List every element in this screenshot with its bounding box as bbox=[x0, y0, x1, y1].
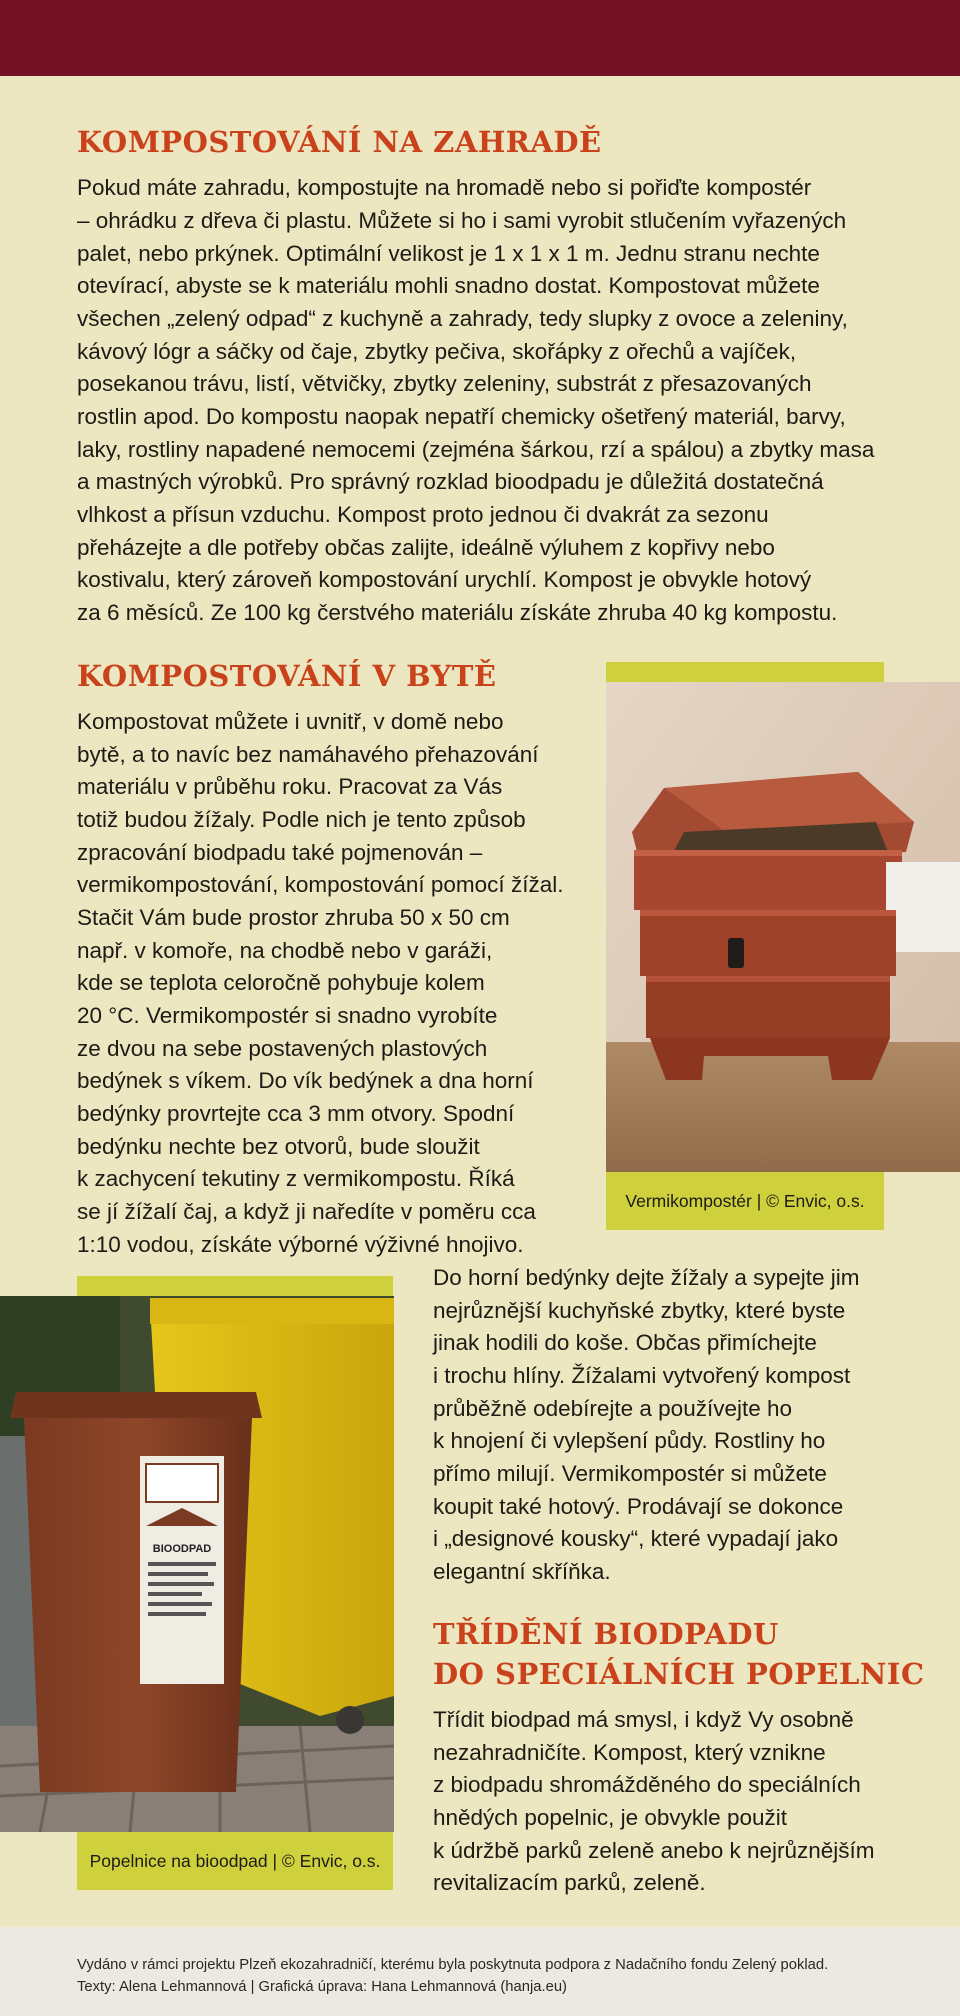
text-line: kostivalu, který zároveň kompostování urychlí. Kompost je obvykle hotový bbox=[77, 567, 812, 592]
text-line: např. v komoře, na chodbě nebo v garáži, bbox=[77, 938, 493, 963]
text-line: přímo milují. Vermikompostér si můžete bbox=[433, 1461, 827, 1486]
bin-label-text: BIOODPAD bbox=[152, 1543, 212, 1555]
vermicomposter-image bbox=[606, 682, 960, 1172]
text-line: zpracování biodpadu také pojmenován – bbox=[77, 840, 483, 865]
text-line: i trochu hlíny. Žížalami vytvořený kompost bbox=[433, 1363, 851, 1388]
text-line: materiálu v průběhu roku. Pracovat za Vás bbox=[77, 774, 503, 799]
heading-sorting-line1: TŘÍDĚNÍ BIODPADU bbox=[433, 1617, 779, 1651]
photo-accent-bar bbox=[77, 1276, 393, 1296]
text-line: nejrůznější kuchyňské zbytky, které byste bbox=[433, 1298, 846, 1323]
vermicomposter-photo bbox=[606, 682, 960, 1172]
text-line: posekanou trávu, listí, větvičky, zbytky zeleniny, substrát z přesazovaných bbox=[77, 371, 812, 396]
text-line: bedýnek s víkem. Do vík bedýnek a dna horní bbox=[77, 1068, 534, 1093]
text-line: k hnojení či vylepšení půdy. Rostliny ho bbox=[433, 1428, 826, 1453]
photo-accent-bar bbox=[606, 662, 884, 684]
top-banner bbox=[0, 0, 960, 76]
text-line: palet, nebo prkýnek. Optimální velikost je 1 x 1 x 1 m. Jednu stranu nechte bbox=[77, 241, 820, 266]
footer bbox=[0, 1927, 960, 2016]
text-line: přeházejte a dle potřeby občas zalijte, ideálně výluhem z kopřivy nebo bbox=[77, 535, 775, 560]
text-line: elegantní skříňka. bbox=[433, 1559, 611, 1584]
text-line: bedýnku nechte bez otvorů, bude sloužit bbox=[77, 1134, 480, 1159]
text-line: bytě, a to navíc bez namáhavého přehazování bbox=[77, 742, 539, 767]
text-line: Třídit biodpad má smysl, i když Vy osobně bbox=[433, 1707, 854, 1732]
text-line: 20 °C. Vermikompostér si snadno vyrobíte bbox=[77, 1003, 498, 1028]
text-line: Stačit Vám bude prostor zhruba 50 x 50 cm bbox=[77, 905, 510, 930]
text-line: hnědých popelnic, je obvykle použit bbox=[433, 1805, 787, 1830]
text-line: všechen „zelený odpad“ z kuchyně a zahrady, tedy slupky z ovoce a zeleniny, bbox=[77, 306, 848, 331]
text-line: i „designové kousky“, které vypadají jako bbox=[433, 1526, 839, 1551]
text-line: jinak hodili do koše. Občas přimíchejte bbox=[433, 1330, 817, 1355]
text-line: kde se teplota celoročně pohybuje kolem bbox=[77, 970, 485, 995]
text-line: otevírací, abyste se k materiálu mohli snadno dostat. Kompostovat můžete bbox=[77, 273, 820, 298]
text-line: laky, rostliny napadené nemocemi (zejména šárkou, rzí a spálou) a zbytky masa bbox=[77, 437, 875, 462]
text-line: – ohrádku z dřeva či plastu. Můžete si ho i sami vyrobit stlučením vyřazených bbox=[77, 208, 847, 233]
vermicomposter-caption: Vermikompostér | © Envic, o.s. bbox=[606, 1172, 884, 1230]
text-line: 1:10 vodou, získáte výborné výživné hnojivo. bbox=[77, 1232, 524, 1257]
text-line: nezahradničíte. Kompost, který vznikne bbox=[433, 1740, 826, 1765]
text-line: za 6 měsíců. Ze 100 kg čerstvého materiálu získáte zhruba 40 kg kompostu. bbox=[77, 600, 838, 625]
text-line: Kompostovat můžete i uvnitř, v domě nebo bbox=[77, 709, 504, 734]
text-line: Do horní bedýnky dejte žížaly a sypejte jim bbox=[433, 1265, 860, 1290]
text-line: vlhkost a přísun vzduchu. Kompost proto jednou či dvakrát za sezonu bbox=[77, 502, 769, 527]
heading-garden-composting: KOMPOSTOVÁNÍ NA ZAHRADĚ bbox=[77, 125, 602, 159]
text-line: k zachycení tekutiny z vermikompostu. Říká bbox=[77, 1166, 515, 1191]
footer-credits: Texty: Alena Lehmannová | Grafická úprava: Hana Lehmannová (hanja.eu) bbox=[77, 1979, 567, 1995]
heading-flat-composting: KOMPOSTOVÁNÍ V BYTĚ bbox=[77, 659, 497, 693]
text-line: ze dvou na sebe postavených plastových bbox=[77, 1036, 488, 1061]
bins-image bbox=[0, 1296, 394, 1832]
text-line: k údržbě parků zeleně anebo k nejrůznějším bbox=[433, 1838, 875, 1863]
bins-photo bbox=[0, 1296, 394, 1832]
text-line: se jí žížalí čaj, a když ji naředíte v poměru cca bbox=[77, 1199, 536, 1224]
footer-project-note: Vydáno v rámci projektu Plzeň ekozahradničí, kterému byla poskytnuta podpora z Nadačního fondu Zelený poklad. bbox=[77, 1957, 829, 1973]
text-line: průběžně odebírejte a používejte ho bbox=[433, 1396, 793, 1421]
text-line: vermikompostování, kompostování pomocí žížal. bbox=[77, 872, 564, 897]
text-line: bedýnky provrtejte cca 3 mm otvory. Spodní bbox=[77, 1101, 515, 1126]
text-line: Pokud máte zahradu, kompostujte na hromadě nebo si pořiďte kompostér bbox=[77, 175, 812, 200]
text-line: kávový lógr a sáčky od čaje, zbytky pečiva, skořápky z ořechů a vajíček, bbox=[77, 339, 797, 364]
heading-sorting-line2: DO SPECIÁLNÍCH POPELNIC bbox=[433, 1657, 925, 1691]
text-line: totiž budou žížaly. Podle nich je tento způsob bbox=[77, 807, 526, 832]
text-line: revitalizacím parků, zeleně. bbox=[433, 1870, 706, 1895]
text-line: z biodpadu shromážděného do speciálních bbox=[433, 1772, 861, 1797]
text-line: koupit také hotový. Prodávají se dokonce bbox=[433, 1494, 844, 1519]
bins-caption: Popelnice na bioodpad | © Envic, o.s. bbox=[77, 1832, 393, 1890]
text-line: a mastných výrobků. Pro správný rozklad bioodpadu je důležitá dostatečná bbox=[77, 469, 824, 494]
text-line: rostlin apod. Do kompostu naopak nepatří chemicky ošetřený materiál, barvy, bbox=[77, 404, 846, 429]
